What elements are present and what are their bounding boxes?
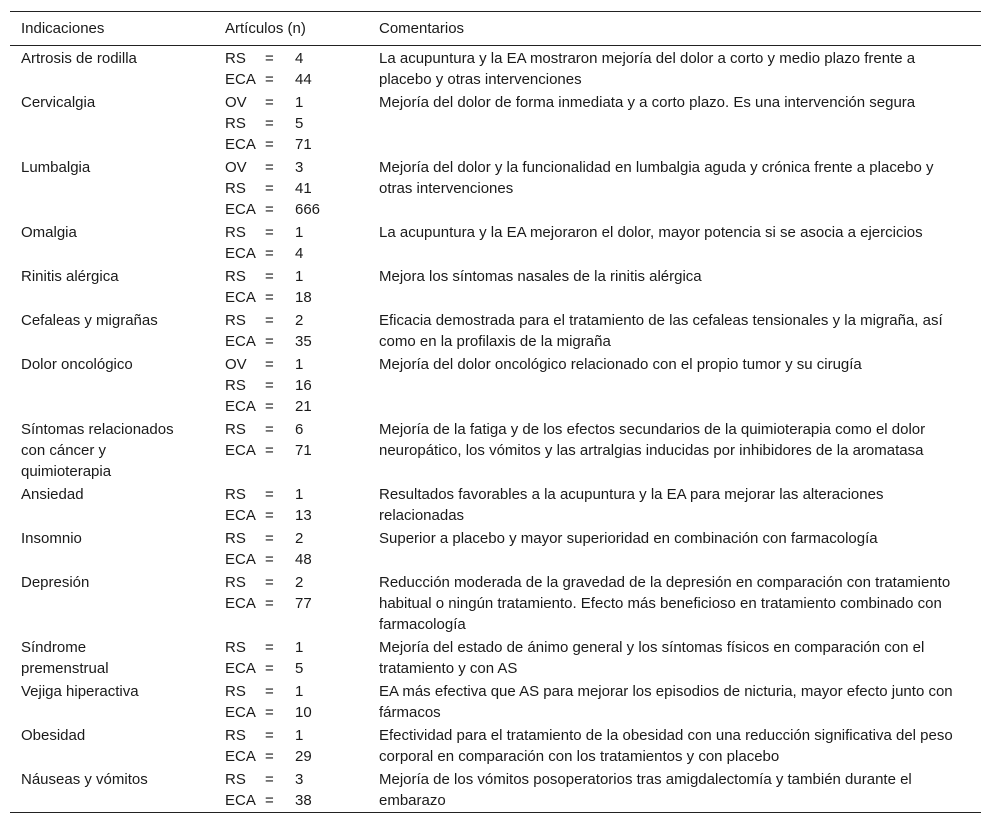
table-header [10, 12, 981, 46]
article-count-line [225, 572, 368, 593]
article-count-line [225, 113, 368, 134]
study-type: ECA [225, 136, 256, 153]
study-count: 5 [295, 115, 304, 132]
cell-comentario: Mejoría del dolor oncológico relacionado con el propio tumor y su cirugía [379, 356, 862, 373]
cell-comentario: Efectividad para el tratamiento de la obesidad con una reducción significativa del peso corporal en comparación con los tratamientos y con placebo [379, 727, 953, 765]
article-count-line [225, 593, 368, 614]
table-row [10, 221, 981, 265]
cell-articulos [214, 418, 368, 483]
equals-sign: = [265, 595, 274, 612]
study-count: 666 [295, 201, 321, 218]
article-count-line [225, 375, 368, 396]
table-row [10, 46, 981, 92]
cell-indicacion: Artrosis de rodilla [21, 50, 137, 67]
article-count-line [225, 702, 368, 723]
table-row [10, 527, 981, 571]
cell-articulos [214, 46, 368, 92]
cell-indicacion: Lumbalgia [21, 159, 91, 176]
study-type: OV [225, 159, 247, 176]
indications-table-wrapper [10, 11, 981, 813]
equals-sign: = [265, 71, 274, 88]
header-row [10, 12, 981, 46]
article-count-line [225, 505, 368, 526]
study-type: ECA [225, 71, 256, 88]
equals-sign: = [265, 224, 274, 241]
study-type: ECA [225, 289, 256, 306]
table-row [10, 636, 981, 680]
article-count-line [225, 243, 368, 264]
study-type: RS [225, 530, 246, 547]
cell-indicacion: Omalgia [21, 224, 77, 241]
cell-articulos [214, 91, 368, 156]
study-type: ECA [225, 245, 256, 262]
table-row [10, 418, 981, 483]
article-count-line [225, 637, 368, 658]
equals-sign: = [265, 727, 274, 744]
study-count: 2 [295, 574, 304, 591]
table-row [10, 483, 981, 527]
article-count-line [225, 484, 368, 505]
article-count-line [225, 419, 368, 440]
equals-sign: = [265, 792, 274, 809]
study-type: RS [225, 486, 246, 503]
study-count: 1 [295, 224, 304, 241]
study-count: 3 [295, 771, 304, 788]
cell-articulos [214, 265, 368, 309]
article-count-line [225, 528, 368, 549]
study-type: RS [225, 180, 246, 197]
table-row [10, 680, 981, 724]
cell-indicacion: Síntomas relacionados con cáncer y quimioterapia [21, 421, 174, 480]
article-count-line [225, 440, 368, 461]
cell-comentario: Mejora los síntomas nasales de la rinitis alérgica [379, 268, 702, 285]
article-count-line [225, 681, 368, 702]
study-count: 41 [295, 180, 312, 197]
article-count-line [225, 287, 368, 308]
cell-comentario: EA más efectiva que AS para mejorar los episodios de nicturia, mayor efecto junto con fármacos [379, 683, 953, 721]
indications-table [10, 11, 981, 813]
cell-indicacion: Depresión [21, 574, 90, 591]
study-count: 4 [295, 245, 304, 262]
article-count-line [225, 199, 368, 220]
study-type: RS [225, 683, 246, 700]
cell-indicacion: Ansiedad [21, 486, 84, 503]
study-type: ECA [225, 201, 256, 218]
header-indicaciones: Indicaciones [21, 20, 105, 37]
equals-sign: = [265, 660, 274, 677]
study-count: 71 [295, 136, 312, 153]
header-articulos: Artículos (n) [225, 20, 306, 37]
table-row [10, 265, 981, 309]
equals-sign: = [265, 639, 274, 656]
cell-articulos [214, 156, 368, 221]
equals-sign: = [265, 507, 274, 524]
equals-sign: = [265, 201, 274, 218]
study-count: 6 [295, 421, 304, 438]
study-count: 2 [295, 530, 304, 547]
cell-comentario: Mejoría del dolor y la funcionalidad en lumbalgia aguda y crónica frente a placebo y otras intervenciones [379, 159, 934, 197]
equals-sign: = [265, 486, 274, 503]
study-type: RS [225, 639, 246, 656]
cell-articulos [214, 309, 368, 353]
study-type: ECA [225, 660, 256, 677]
table-row [10, 156, 981, 221]
cell-comentario: La acupuntura y la EA mostraron mejoría del dolor a corto y medio plazo frente a placebo y otras intervenciones [379, 50, 916, 88]
equals-sign: = [265, 398, 274, 415]
table-row [10, 768, 981, 813]
article-count-line [225, 549, 368, 570]
article-count-line [225, 92, 368, 113]
equals-sign: = [265, 289, 274, 306]
table-row [10, 91, 981, 156]
cell-indicacion: Cervicalgia [21, 94, 96, 111]
study-type: RS [225, 421, 246, 438]
study-type: OV [225, 356, 247, 373]
study-type: RS [225, 268, 246, 285]
article-count-line [225, 178, 368, 199]
study-count: 35 [295, 333, 312, 350]
study-type: RS [225, 224, 246, 241]
equals-sign: = [265, 771, 274, 788]
study-count: 48 [295, 551, 312, 568]
table-body [10, 46, 981, 813]
study-type: OV [225, 94, 247, 111]
study-type: ECA [225, 704, 256, 721]
cell-articulos [214, 724, 368, 768]
article-count-line [225, 157, 368, 178]
equals-sign: = [265, 333, 274, 350]
study-type: ECA [225, 507, 256, 524]
study-type: RS [225, 50, 246, 67]
cell-articulos [214, 527, 368, 571]
study-count: 18 [295, 289, 312, 306]
cell-indicacion: Dolor oncológico [21, 356, 133, 373]
article-count-line [225, 310, 368, 331]
cell-indicacion: Cefaleas y migrañas [21, 312, 158, 329]
table-row [10, 309, 981, 353]
study-count: 4 [295, 50, 304, 67]
cell-comentario: Eficacia demostrada para el tratamiento de las cefaleas tensionales y la migraña, así como en la profilaxis de la migraña [379, 312, 943, 350]
cell-articulos [214, 636, 368, 680]
study-count: 21 [295, 398, 312, 415]
article-count-line [225, 396, 368, 417]
cell-articulos [214, 768, 368, 813]
article-count-line [225, 134, 368, 155]
cell-articulos [214, 221, 368, 265]
study-count: 1 [295, 94, 304, 111]
equals-sign: = [265, 245, 274, 262]
article-count-line [225, 658, 368, 679]
article-count-line [225, 69, 368, 90]
equals-sign: = [265, 683, 274, 700]
cell-comentario: La acupuntura y la EA mejoraron el dolor, mayor potencia si se asocia a ejercicios [379, 224, 923, 241]
study-count: 13 [295, 507, 312, 524]
equals-sign: = [265, 312, 274, 329]
study-count: 1 [295, 268, 304, 285]
cell-indicacion: Síndrome premenstrual [21, 639, 109, 677]
cell-comentario: Mejoría de la fatiga y de los efectos secundarios de la quimioterapia como el dolor neuropático, los vómitos y las artralgias inducidas por inhibidores de la aromatasa [379, 421, 926, 459]
equals-sign: = [265, 574, 274, 591]
cell-indicacion: Náuseas y vómitos [21, 771, 148, 788]
equals-sign: = [265, 377, 274, 394]
article-count-line [225, 266, 368, 287]
cell-comentario: Reducción moderada de la gravedad de la depresión en comparación con tratamiento habitual o ningún tratamiento. Efecto más beneficioso en tratamiento combinado con farmacología [379, 574, 951, 633]
study-type: RS [225, 771, 246, 788]
cell-comentario: Resultados favorables a la acupuntura y la EA para mejorar las alteraciones relacionadas [379, 486, 884, 524]
study-count: 1 [295, 486, 304, 503]
article-count-line [225, 222, 368, 243]
study-type: ECA [225, 442, 256, 459]
study-count: 77 [295, 595, 312, 612]
cell-articulos [214, 571, 368, 636]
article-count-line [225, 331, 368, 352]
study-type: ECA [225, 398, 256, 415]
cell-articulos [214, 483, 368, 527]
equals-sign: = [265, 115, 274, 132]
cell-comentario: Mejoría del estado de ánimo general y los síntomas físicos en comparación con el tratamiento y con AS [379, 639, 925, 677]
study-count: 5 [295, 660, 304, 677]
cell-comentario: Mejoría de los vómitos posoperatorios tras amigdalectomía y también durante el embarazo [379, 771, 912, 809]
study-type: ECA [225, 551, 256, 568]
article-count-line [225, 48, 368, 69]
equals-sign: = [265, 748, 274, 765]
cell-indicacion: Vejiga hiperactiva [21, 683, 139, 700]
study-count: 1 [295, 683, 304, 700]
study-count: 1 [295, 727, 304, 744]
study-count: 38 [295, 792, 312, 809]
equals-sign: = [265, 704, 274, 721]
article-count-line [225, 746, 368, 767]
study-type: ECA [225, 595, 256, 612]
table-row [10, 353, 981, 418]
study-type: RS [225, 377, 246, 394]
study-count: 16 [295, 377, 312, 394]
equals-sign: = [265, 530, 274, 547]
study-type: ECA [225, 792, 256, 809]
cell-comentario: Mejoría del dolor de forma inmediata y a corto plazo. Es una intervención segura [379, 94, 916, 111]
table-row [10, 571, 981, 636]
study-type: ECA [225, 748, 256, 765]
study-count: 29 [295, 748, 312, 765]
study-count: 2 [295, 312, 304, 329]
article-count-line [225, 354, 368, 375]
equals-sign: = [265, 50, 274, 67]
cell-articulos [214, 353, 368, 418]
cell-indicacion: Obesidad [21, 727, 86, 744]
article-count-line [225, 790, 368, 811]
header-comentarios: Comentarios [379, 20, 465, 37]
study-count: 3 [295, 159, 304, 176]
study-type: RS [225, 574, 246, 591]
cell-comentario: Superior a placebo y mayor superioridad en combinación con farmacología [379, 530, 878, 547]
study-type: ECA [225, 333, 256, 350]
equals-sign: = [265, 356, 274, 373]
equals-sign: = [265, 268, 274, 285]
table-row [10, 724, 981, 768]
cell-indicacion: Insomnio [21, 530, 82, 547]
article-count-line [225, 769, 368, 790]
equals-sign: = [265, 136, 274, 153]
study-type: RS [225, 115, 246, 132]
article-count-line [225, 725, 368, 746]
study-count: 1 [295, 639, 304, 656]
equals-sign: = [265, 94, 274, 111]
equals-sign: = [265, 551, 274, 568]
equals-sign: = [265, 421, 274, 438]
study-count: 1 [295, 356, 304, 373]
study-count: 10 [295, 704, 312, 721]
study-type: RS [225, 312, 246, 329]
equals-sign: = [265, 180, 274, 197]
study-count: 71 [295, 442, 312, 459]
cell-articulos [214, 680, 368, 724]
equals-sign: = [265, 159, 274, 176]
study-count: 44 [295, 71, 312, 88]
equals-sign: = [265, 442, 274, 459]
cell-indicacion: Rinitis alérgica [21, 268, 119, 285]
study-type: RS [225, 727, 246, 744]
